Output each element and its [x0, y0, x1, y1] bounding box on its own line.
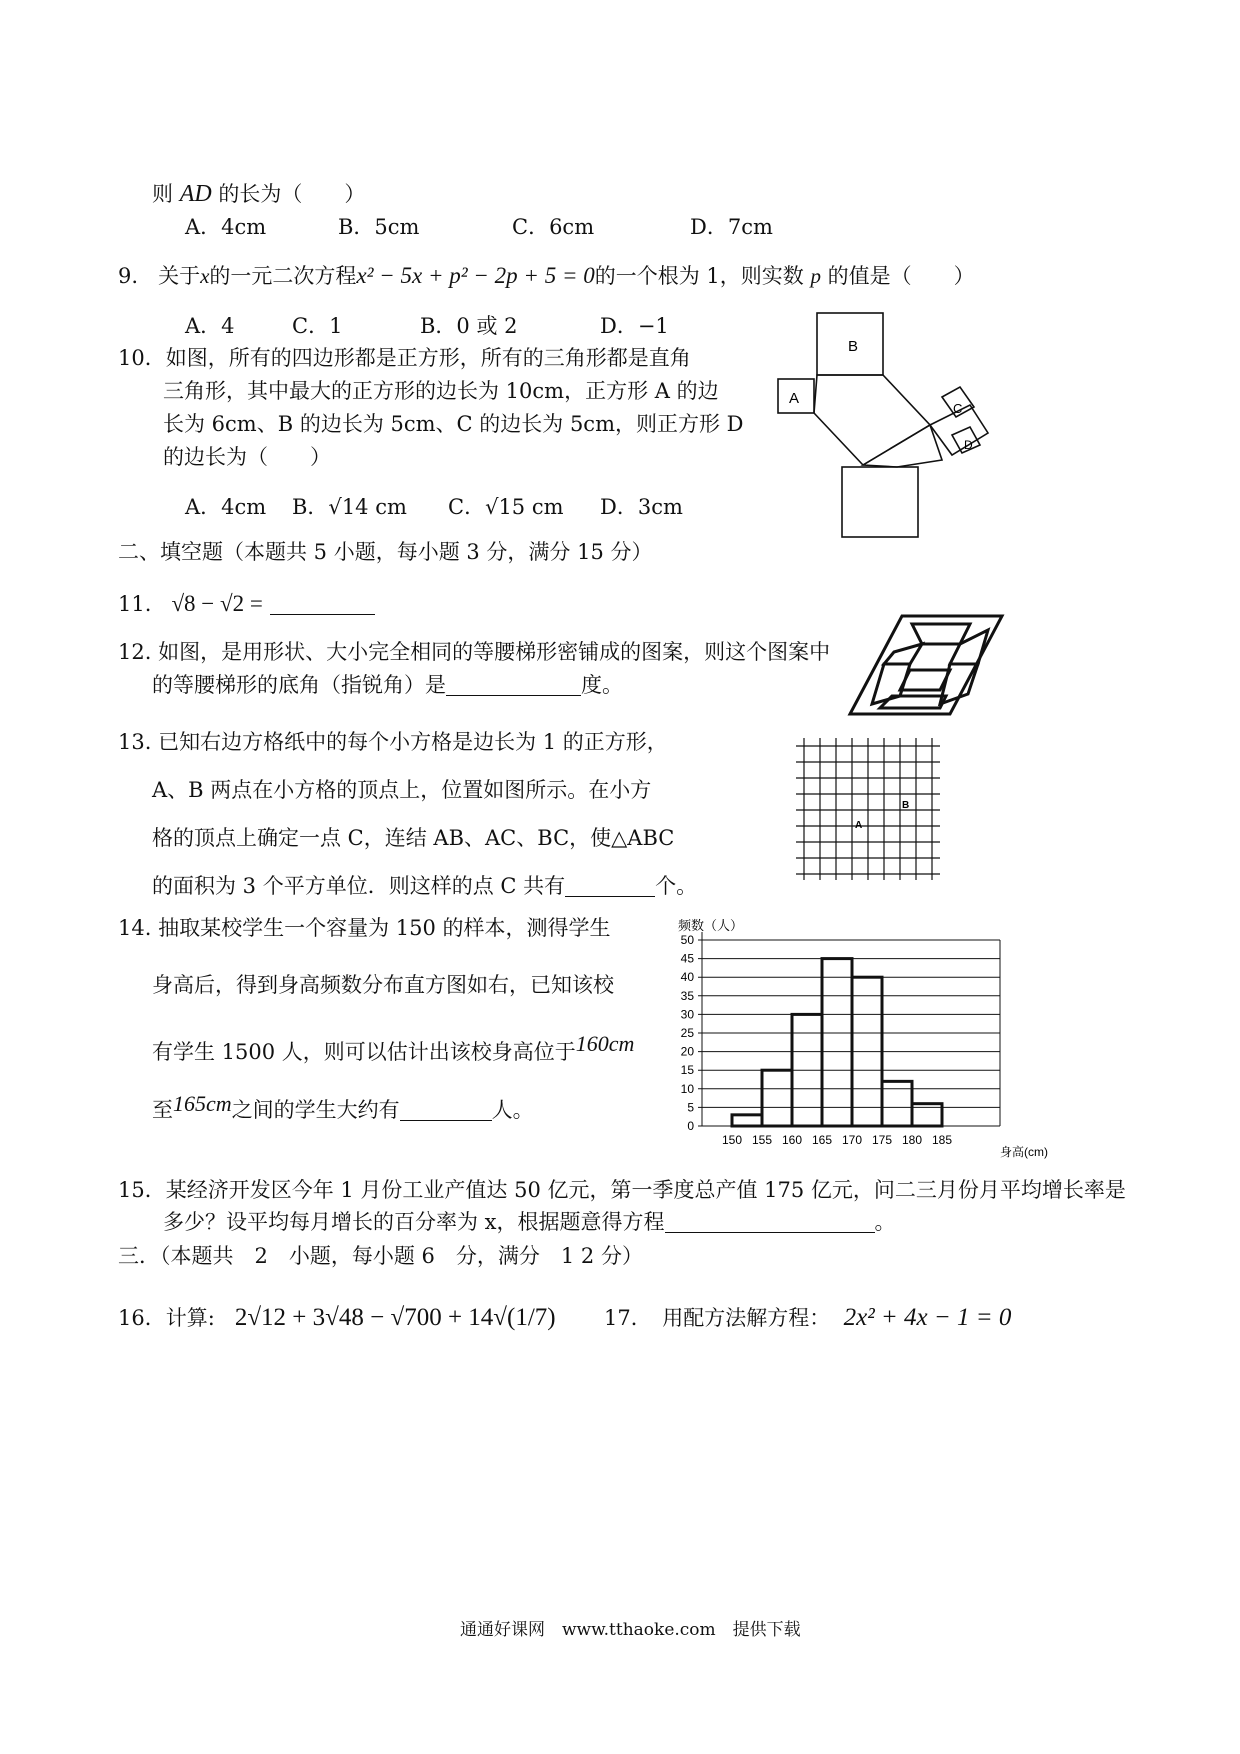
chart-ylabel: 频数（人）	[678, 918, 744, 933]
x-tick-label: 160	[781, 1133, 803, 1147]
q14-line-4-pre: 至	[152, 1098, 173, 1122]
q14-answer-blank[interactable]	[400, 1098, 492, 1121]
y-tick-label: 30	[680, 1007, 694, 1022]
label-b: B	[848, 338, 859, 355]
y-tick-label: 15	[680, 1063, 694, 1078]
y-tick-label: 5	[687, 1100, 694, 1115]
q12-line-2-pre: 的等腰梯形的底角（指锐角）是	[152, 673, 446, 697]
label-d: D	[964, 438, 973, 452]
q8-stem	[152, 180, 365, 208]
q12-line-2	[152, 671, 623, 699]
q13-line-3: 格的顶点上确定一点 C，连结 AB、AC、BC，使△ABC	[152, 826, 675, 850]
x-tick-label: 170	[841, 1133, 863, 1147]
q10-line-4: 的边长为（ ）	[163, 445, 331, 469]
q14-line-3	[152, 1030, 634, 1066]
height-histogram	[660, 916, 1060, 1166]
q15-line-1: 15．某经济开发区今年 1 月份工业产值达 50 亿元，第一季度总产值 175 亿元，问二三月份月平均增长率是	[118, 1178, 1126, 1202]
x-tick-label: 185	[931, 1133, 953, 1147]
q16-line	[118, 1304, 556, 1332]
q9-stem	[118, 262, 975, 290]
section-2-title: 二、填空题（本题共 5 小题，每小题 3 分，满分 15 分）	[118, 540, 653, 564]
y-tick-label: 40	[680, 970, 694, 985]
q10-line-3: 长为 6cm、B 的边长为 5cm、C 的边长为 5cm，则正方形 D	[163, 412, 744, 436]
q12-answer-blank[interactable]	[446, 673, 581, 696]
q13-line-4-pre: 的面积为 3 个平方单位．则这样的点 C 共有	[152, 874, 566, 898]
q12-line-1: 12. 如图，是用形状、大小完全相同的等腰梯形密铺成的图案，则这个图案中	[118, 640, 831, 664]
y-tick-label: 20	[680, 1044, 694, 1059]
label-c: C	[953, 401, 963, 416]
trapezoid-right-top	[950, 630, 988, 664]
page-footer: 通通好课网 www.tthaoke.com 提供下载	[460, 1620, 801, 1640]
q16-label: 16．计算:	[118, 1306, 215, 1330]
q14-height-160: 160cm	[575, 1031, 635, 1056]
q15-line-2-pre: 多少？设平均每月增长的百分率为 x，根据题意得方程	[163, 1210, 665, 1234]
q9-stem-a: 关于	[158, 264, 201, 288]
y-tick-label: 35	[680, 988, 694, 1003]
q16-expression: 2√12 + 3√48 − √700 + 14√(1/7)	[234, 1304, 556, 1331]
x-tick-label: 150	[721, 1133, 743, 1147]
histogram-bar	[732, 1115, 762, 1126]
mid-square	[863, 425, 942, 467]
q8-stem-var: AD	[179, 181, 212, 207]
q17-equation: 2x² + 4x − 1 = 0	[843, 1304, 1012, 1331]
q9-var-x: x	[200, 264, 210, 288]
q12-trapezoid-tiling	[850, 612, 1010, 718]
q8-stem-post: 的长为（ ）	[218, 182, 366, 206]
q8-option-a: A．4cm	[185, 215, 267, 239]
x-tick-label: 180	[901, 1133, 923, 1147]
q10-squares-figure	[770, 305, 1010, 545]
q14-line-2: 身高后，得到身高频数分布直方图如右，已知该校	[152, 973, 614, 997]
q13-line-4-post: 个。	[655, 874, 698, 898]
q9-number: 9.	[118, 264, 139, 288]
y-tick-label: 45	[680, 951, 694, 966]
q14-line-4-post: 人。	[491, 1098, 534, 1122]
histogram-bar	[762, 1070, 792, 1126]
q14-line-4-mid: 之间的学生大约有	[231, 1098, 400, 1122]
q8-stem-pre: 则	[152, 182, 173, 206]
label-a: A	[789, 390, 800, 407]
q10-option-d: D．3cm	[600, 495, 683, 519]
trapezoid-bottom	[880, 696, 946, 708]
q9-option-d: D．−1	[600, 314, 669, 338]
q14-height-165: 165cm	[173, 1091, 232, 1116]
q9-var-p: p	[810, 264, 821, 288]
q11-expression: √8 − √2 =	[171, 591, 263, 616]
q17-label: 17． 用配方法解方程：	[604, 1306, 831, 1330]
q10-line-1: 10．如图，所有的四边形都是正方形，所有的三角形都是直角	[118, 346, 691, 370]
q15-answer-blank[interactable]	[665, 1210, 875, 1233]
q14-line-4	[152, 1090, 534, 1124]
q13-square-grid	[796, 738, 946, 888]
q13-line-2: A、B 两点在小方格的顶点上，位置如图所示。在小方	[152, 778, 652, 802]
q9-option-b: B．0 或 2	[420, 314, 518, 338]
q8-option-b: B．5cm	[338, 215, 420, 239]
histogram-bar	[882, 1081, 912, 1126]
trapezoid-center	[900, 670, 950, 690]
q10-option-c: C．√15 cm	[448, 495, 564, 519]
q10-line-2: 三角形，其中最大的正方形的边长为 10cm，正方形 A 的边	[163, 379, 719, 403]
section-3-title: 三．（本题共 2 小题，每小题 6 分，满分 1 2 分）	[118, 1244, 643, 1268]
x-tick-label: 175	[871, 1133, 893, 1147]
chart-xlabel: 身高(cm)	[1000, 1145, 1048, 1159]
trapezoid-left-top	[884, 644, 922, 664]
q11-number: 11.	[118, 592, 152, 616]
q9-stem-d: 的值是（ ）	[827, 264, 975, 288]
y-tick-label: 25	[680, 1026, 694, 1040]
square-bottom	[842, 467, 918, 537]
q13-answer-blank[interactable]	[565, 874, 655, 897]
q11-line	[118, 590, 375, 618]
q15-line-2-post: 。	[874, 1210, 896, 1234]
q13-line-1: 13. 已知右边方格纸中的每个小方格是边长为 1 的正方形，	[118, 730, 668, 754]
q15-line-2	[163, 1208, 896, 1236]
q9-equation: x² − 5x + p² − 2p + 5 = 0	[356, 263, 595, 288]
q14-line-3-pre: 有学生 1500 人，则可以估计出该校身高位于	[152, 1040, 576, 1064]
q13-line-4	[152, 872, 697, 900]
q14-line-1: 14. 抽取某校学生一个容量为 150 的样本，测得学生	[118, 916, 611, 940]
y-tick-label: 10	[680, 1081, 694, 1096]
y-tick-label: 50	[680, 933, 694, 947]
x-tick-label: 155	[751, 1133, 773, 1147]
q17-line	[604, 1304, 1011, 1332]
q9-stem-c: 的一个根为 1，则实数	[594, 264, 804, 288]
y-tick-label: 0	[687, 1119, 694, 1133]
point-b-label: B	[902, 800, 910, 811]
q10-option-a: A．4cm	[185, 495, 267, 519]
q9-option-a: A．4	[185, 314, 235, 338]
q8-option-c: C．6cm	[512, 215, 595, 239]
q12-line-2-post: 度。	[581, 673, 623, 697]
q11-answer-blank[interactable]	[270, 592, 375, 615]
center-polygon	[814, 375, 930, 465]
q10-option-b: B．√14 cm	[292, 495, 407, 519]
q9-stem-b: 的一元二次方程	[209, 264, 357, 288]
q8-option-d: D．7cm	[690, 215, 773, 239]
q9-option-c: C．1	[292, 314, 343, 338]
point-a-label: A	[855, 820, 863, 831]
trapezoid-top	[912, 624, 970, 644]
histogram-bar	[822, 959, 852, 1126]
x-tick-label: 165	[811, 1133, 833, 1147]
